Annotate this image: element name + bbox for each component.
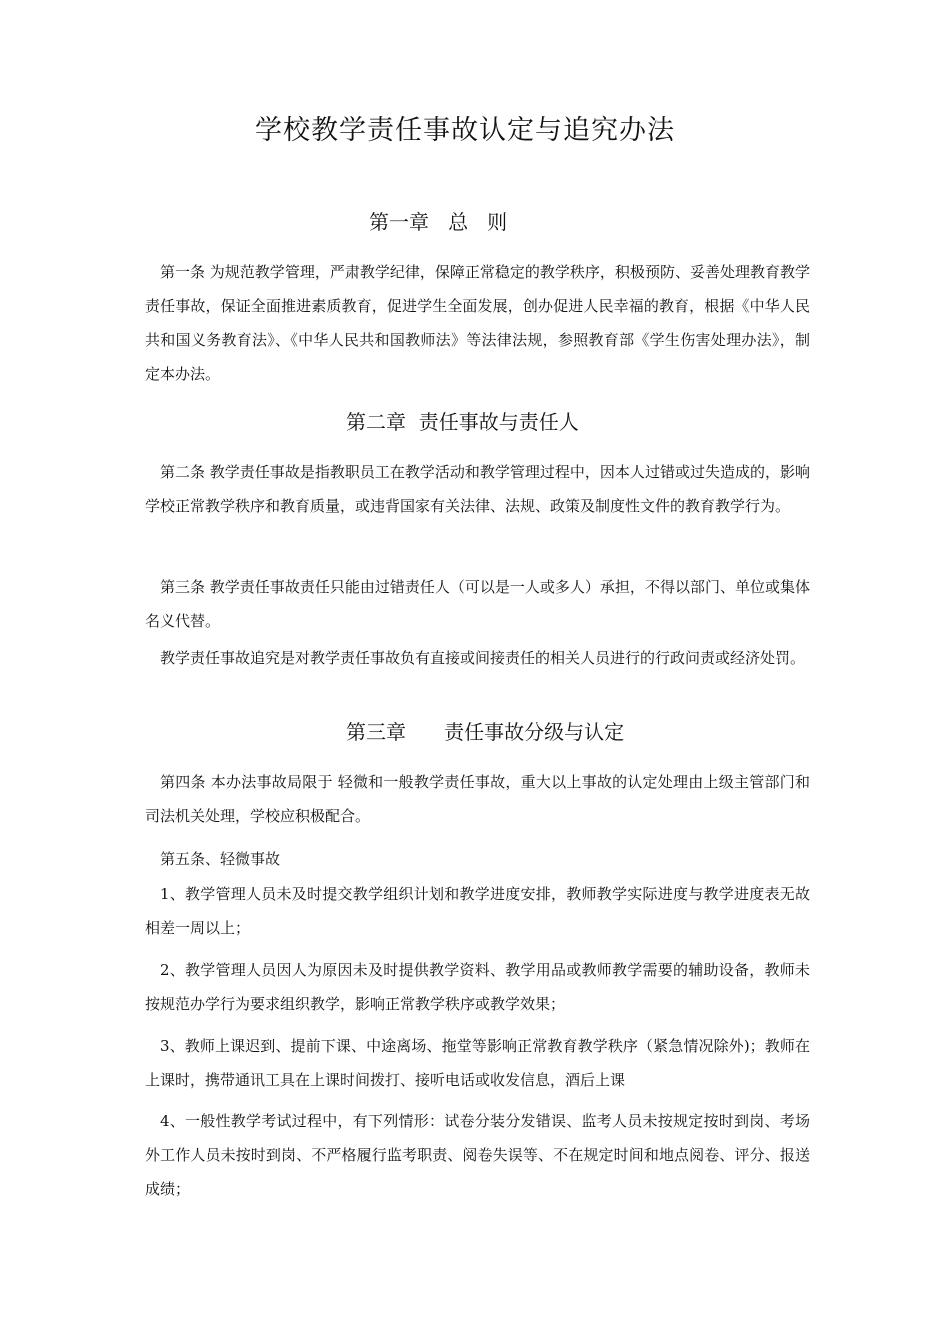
list-item-4: 4、一般性教学考试过程中，有下列情形：试卷分装分发错误、监考人员未按规定按时到岗、考场外工作人员未按时到岗、不严格履行监考职责、阅卷失误等、不在规定时间和地点阅卷、评分、报送成绩； bbox=[145, 1112, 810, 1198]
article-1: 第一条 为规范教学管理，严肃教学纪律，保障正常稳定的教学秩序，积极预防、妥善处理教育教学责任事故，保证全面推进素质教育，促进学生全面发展，创办促进人民幸福的教育，根据《中华人民共和国义务教育法》、《中华人民共和国教师法》等法律法规，参照教育部《学生伤害处理办法》，制定本办法。 bbox=[145, 263, 810, 383]
article-5-heading: 第五条、轻微事故 bbox=[160, 850, 281, 868]
list-item-1: 1、教学管理人员未及时提交教学组织计划和教学进度安排，教师教学实际进度与教学进度表无故相差一周以上； bbox=[145, 885, 810, 937]
article-4: 第四条 本办法事故局限于 轻微和一般教学责任事故，重大以上事故的认定处理由上级主管部门和司法机关处理，学校应积极配合。 bbox=[145, 773, 810, 825]
article-2: 第二条 教学责任事故是指教职员工在教学活动和教学管理过程中，因本人过错或过失造成的，影响学校正常教学秩序和教育质量，或违背国家有关法律、法规、政策及制度性文件的教育教学行为。 bbox=[145, 463, 810, 515]
list-item-2: 2、教学管理人员因人为原因未及时提供教学资料、教学用品或教师教学需要的辅助设备，教师未按规范办学行为要求组织教学，影响正常教学秩序或教学效果； bbox=[145, 961, 810, 1013]
article-3: 第三条 教学责任事故责任只能由过错责任人（可以是一人或多人）承担，不得以部门、单位或集体名义代替。 bbox=[145, 578, 810, 630]
chapter-heading-2: 第二章 责任事故与责任人 bbox=[346, 410, 579, 434]
article-3-note: 教学责任事故追究是对教学责任事故负有直接或间接责任的相关人员进行的行政问责或经济处罚。 bbox=[160, 649, 806, 667]
list-item-3: 3、教师上课迟到、提前下课、中途离场、拖堂等影响正常教育教学秩序（紧急情况除外)；教师在上课时，携带通讯工具在上课时间拨打、接听电话或收发信息，酒后上课 bbox=[145, 1037, 810, 1089]
chapter-heading-1: 第一章 总 则 bbox=[369, 210, 508, 234]
document-title: 学校教学责任事故认定与追究办法 bbox=[255, 115, 675, 146]
chapter-heading-3: 第三章 责任事故分级与认定 bbox=[346, 720, 625, 744]
